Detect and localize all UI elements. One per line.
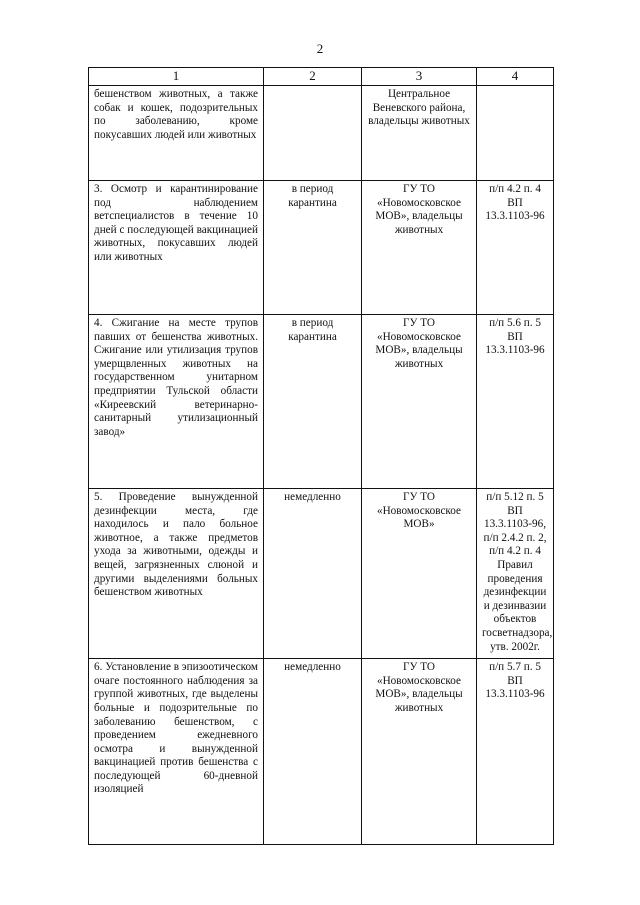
- reference-cell: п/п 5.12 п. 5 ВП 13.3.1103-96, п/п 2.4.2 п. 2, п/п 4.2 п. 4 Правил проведения дезинфекции и дезинвазии объектов госветнадзора, утв. 2002г.: [477, 489, 554, 659]
- responsible-cell: ГУ ТО «Новомосковское МОВ», владельцы животных: [362, 659, 477, 845]
- responsible-cell: ГУ ТО «Новомосковское МОВ», владельцы животных: [362, 181, 477, 315]
- responsible-cell: ГУ ТО «Новомосковское МОВ»: [362, 489, 477, 659]
- reference-cell: [477, 86, 554, 181]
- table-row: [89, 659, 554, 845]
- table-row: [89, 489, 554, 659]
- column-header: 3: [362, 68, 477, 86]
- deadline-cell: в период карантина: [264, 315, 362, 489]
- reference-cell: п/п 5.6 п. 5 ВП 13.3.1103-96: [477, 315, 554, 489]
- measure-cell: 3. Осмотр и карантинирование под наблюдением ветспециалистов в течение 10 дней с последующей вакцинацией животных, покусавших людей или животных: [89, 181, 264, 315]
- deadline-cell: в период карантина: [264, 181, 362, 315]
- measure-cell: 4. Сжигание на месте трупов павших от бешенства животных. Сжигание или утилизация трупов умерщвленных животных на государственном унитарном предприятии Тульской области «Киреевский ветеринарно-санитарный утилизационный завод»: [89, 315, 264, 489]
- responsible-cell: Центральное Веневского района, владельцы животных: [362, 86, 477, 181]
- measure-cell: бешенством животных, а также собак и кошек, подозрительных по заболеванию, кроме покусавших людей или животных: [89, 86, 264, 181]
- reference-cell: п/п 5.7 п. 5 ВП 13.3.1103-96: [477, 659, 554, 845]
- deadline-cell: немедленно: [264, 489, 362, 659]
- measures-table: [88, 67, 554, 845]
- deadline-cell: [264, 86, 362, 181]
- column-header: 2: [264, 68, 362, 86]
- table-row: [89, 86, 554, 181]
- reference-cell: п/п 4.2 п. 4 ВП 13.3.1103-96: [477, 181, 554, 315]
- measure-cell: 6. Установление в эпизоотическом очаге постоянного наблюдения за группой животных, где выделены больные и подозрительные по заболеванию бешенством, с проведением ежедневного осмотра и вынужденной вакцинацией против бешенства с последующей 60-дневной изоляцией: [89, 659, 264, 845]
- measure-cell: 5. Проведение вынужденной дезинфекции места, где находилось и пало больное животное, а также предметов ухода за животными, одежды и вещей, загрязненных слюной и другими выделениями больных бешенством животных: [89, 489, 264, 659]
- responsible-cell: ГУ ТО «Новомосковское МОВ», владельцы животных: [362, 315, 477, 489]
- column-header: 1: [89, 68, 264, 86]
- table-header-row: [89, 68, 554, 86]
- page-number: 2: [316, 41, 324, 56]
- table-row: [89, 315, 554, 489]
- deadline-cell: немедленно: [264, 659, 362, 845]
- table-row: [89, 181, 554, 315]
- column-header: 4: [477, 68, 554, 86]
